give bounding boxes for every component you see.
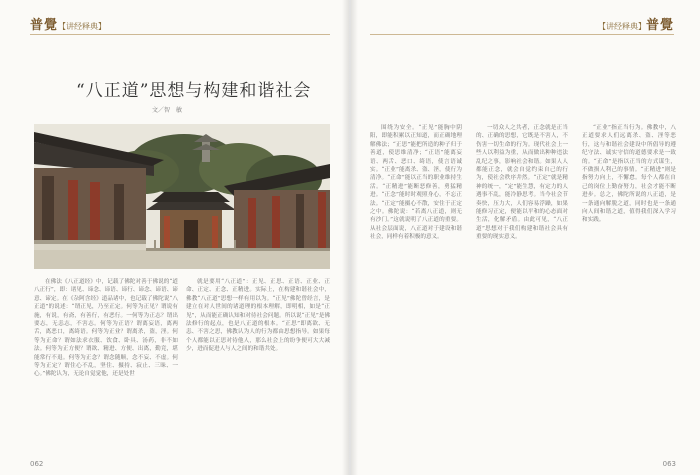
brand-logo: 普覺: [30, 18, 59, 33]
temple-photo: [34, 124, 330, 269]
article-byline: 文／智 敏: [152, 107, 183, 114]
body-column-4: [476, 124, 568, 454]
article-title: “八正道”思想与构建和谐社会: [76, 81, 312, 101]
body-column-5: [582, 124, 676, 454]
body-column-1: [34, 278, 178, 458]
column-label: 【讲经释典】: [58, 22, 107, 31]
body-paragraph: 就是要用“八正道”：正见、正思、正语、正业、正命、正定、正念、正精进。实际上，在构建和谐社会中，佛教“八正道”思想一样有用以为。“正见”佛陀曾经言，是建立在对人世间的诸道理的根本理解，即明相，如是“正见”，从而能正确认知和对待社会问题。所以说“正见”是佛法修行的起点，也是八正道的根本。“正思”即离欲、无恚、不害之思，佛教认为人的行为都由思想指导。如果每个人都能以正思对待他人，那么社会上的纷争便可大大减少，进而促进人与人之间的和谐共处。: [186, 279, 330, 353]
column-label-right: 【讲经释典】: [597, 22, 646, 31]
body-paragraph: 一切众人之共者，正念就是正当的、正确的思想，它既是不害人，不伤害一切生命的行为。现代社会上一些人以利益为重，从而做出种种违法乱纪之事，影响社会和谐。如果人人都能正念，就会自觉约束自己的行为，使社会秩序井然。“正定”就是精神的统一，“定”能生慧，有定力的人遇事不乱，能冷静思考。当今社会节奏快，压力大，人们容易浮躁，如果能修习正定，便能以平和的心态面对生活，化解矛盾。由此可见，“八正道”思想对于我们构建和谐社会具有重要的现实意义。: [476, 125, 568, 241]
header-brand-left: [30, 14, 106, 33]
body-paragraph: “正业”指正当行为。佛教中，八正道要求人们远离杀、盗、淫等恶行，这与和谐社会建设中所倡导的遵纪守法、诚实守信的道德要求是一致的。“正命”是指以正当的方式谋生，不做损人利己的事情。“正精进”则是指努力向上，不懈怠。每个人都在自己的岗位上勤奋努力，社会才能不断进步。总之，佛陀所说的八正道，是一条通向解脱之道，同时也是一条通向人间和谐之道，值得我们深入学习和实践。: [582, 125, 676, 224]
header-rule-left: [30, 34, 330, 35]
body-paragraph: 在佛法《八正道经》中，记载了佛陀对善于佛说的“道八正行”，即：诸见、谛念、谛语、谛行、谛念、谛语、谛意、谛定。在《杂阿含经》道品诸中，也记载了佛陀说“八正道”的说述：“谓正见，乃至正定。何等为正见？谓说有施，有说，有斋，有善行，有恶行。一何等为正志？谓出要志，无恚志，不害志。何等为正语？谓离妄语，离两舌，离恶口，离绮语。何等为正业？谓离杀，盗，淫。何等为正命？谓如法求衣服、饮食、卧具、汤药，非不如法。何等为正方便？谓欲、精进、方便、出离，勤竞，堪能常行不退。何等为正念？谓念随顺，念不妄、不虚。何等为正定？谓住心不乱，坚住、摄持、寂止、三昧、一心。”佛陀认为，无论自觉觉他，还是处世: [34, 279, 178, 378]
body-column-2: [186, 278, 330, 458]
page-gutter: [342, 0, 358, 475]
body-column-3: [370, 124, 462, 454]
page-number-right: 063: [662, 460, 676, 468]
body-paragraph: 围绕为安全。“正见”能胸中阴阳，即能积累以正知道，而正确地理解佛法；“正思”能把所造的种子归于善道，使思维清净；“正语”能离妄语、两舌、恶口、绮语，使言语诚实。“正业”能离杀、盗、淫，使行为清净。“正命”能以正当的职业维持生活。“正精进”能断恶修善，勇猛精进。“正念”能时时观照身心，不忘正法。“正定”能摄心不散，安住于正定之中。佛陀说：“若离八正道，则无有沙门。”这就说明了八正道的重要。从社会层面说，八正道对于建设和谐社会，同样有着积极的意义。: [370, 125, 462, 241]
brand-logo-right: 普覺: [645, 18, 674, 33]
page-number-left: 062: [30, 460, 44, 468]
header-brand-right: [598, 14, 674, 33]
header-rule-right: [370, 34, 674, 35]
temple-illustration: [34, 124, 330, 269]
